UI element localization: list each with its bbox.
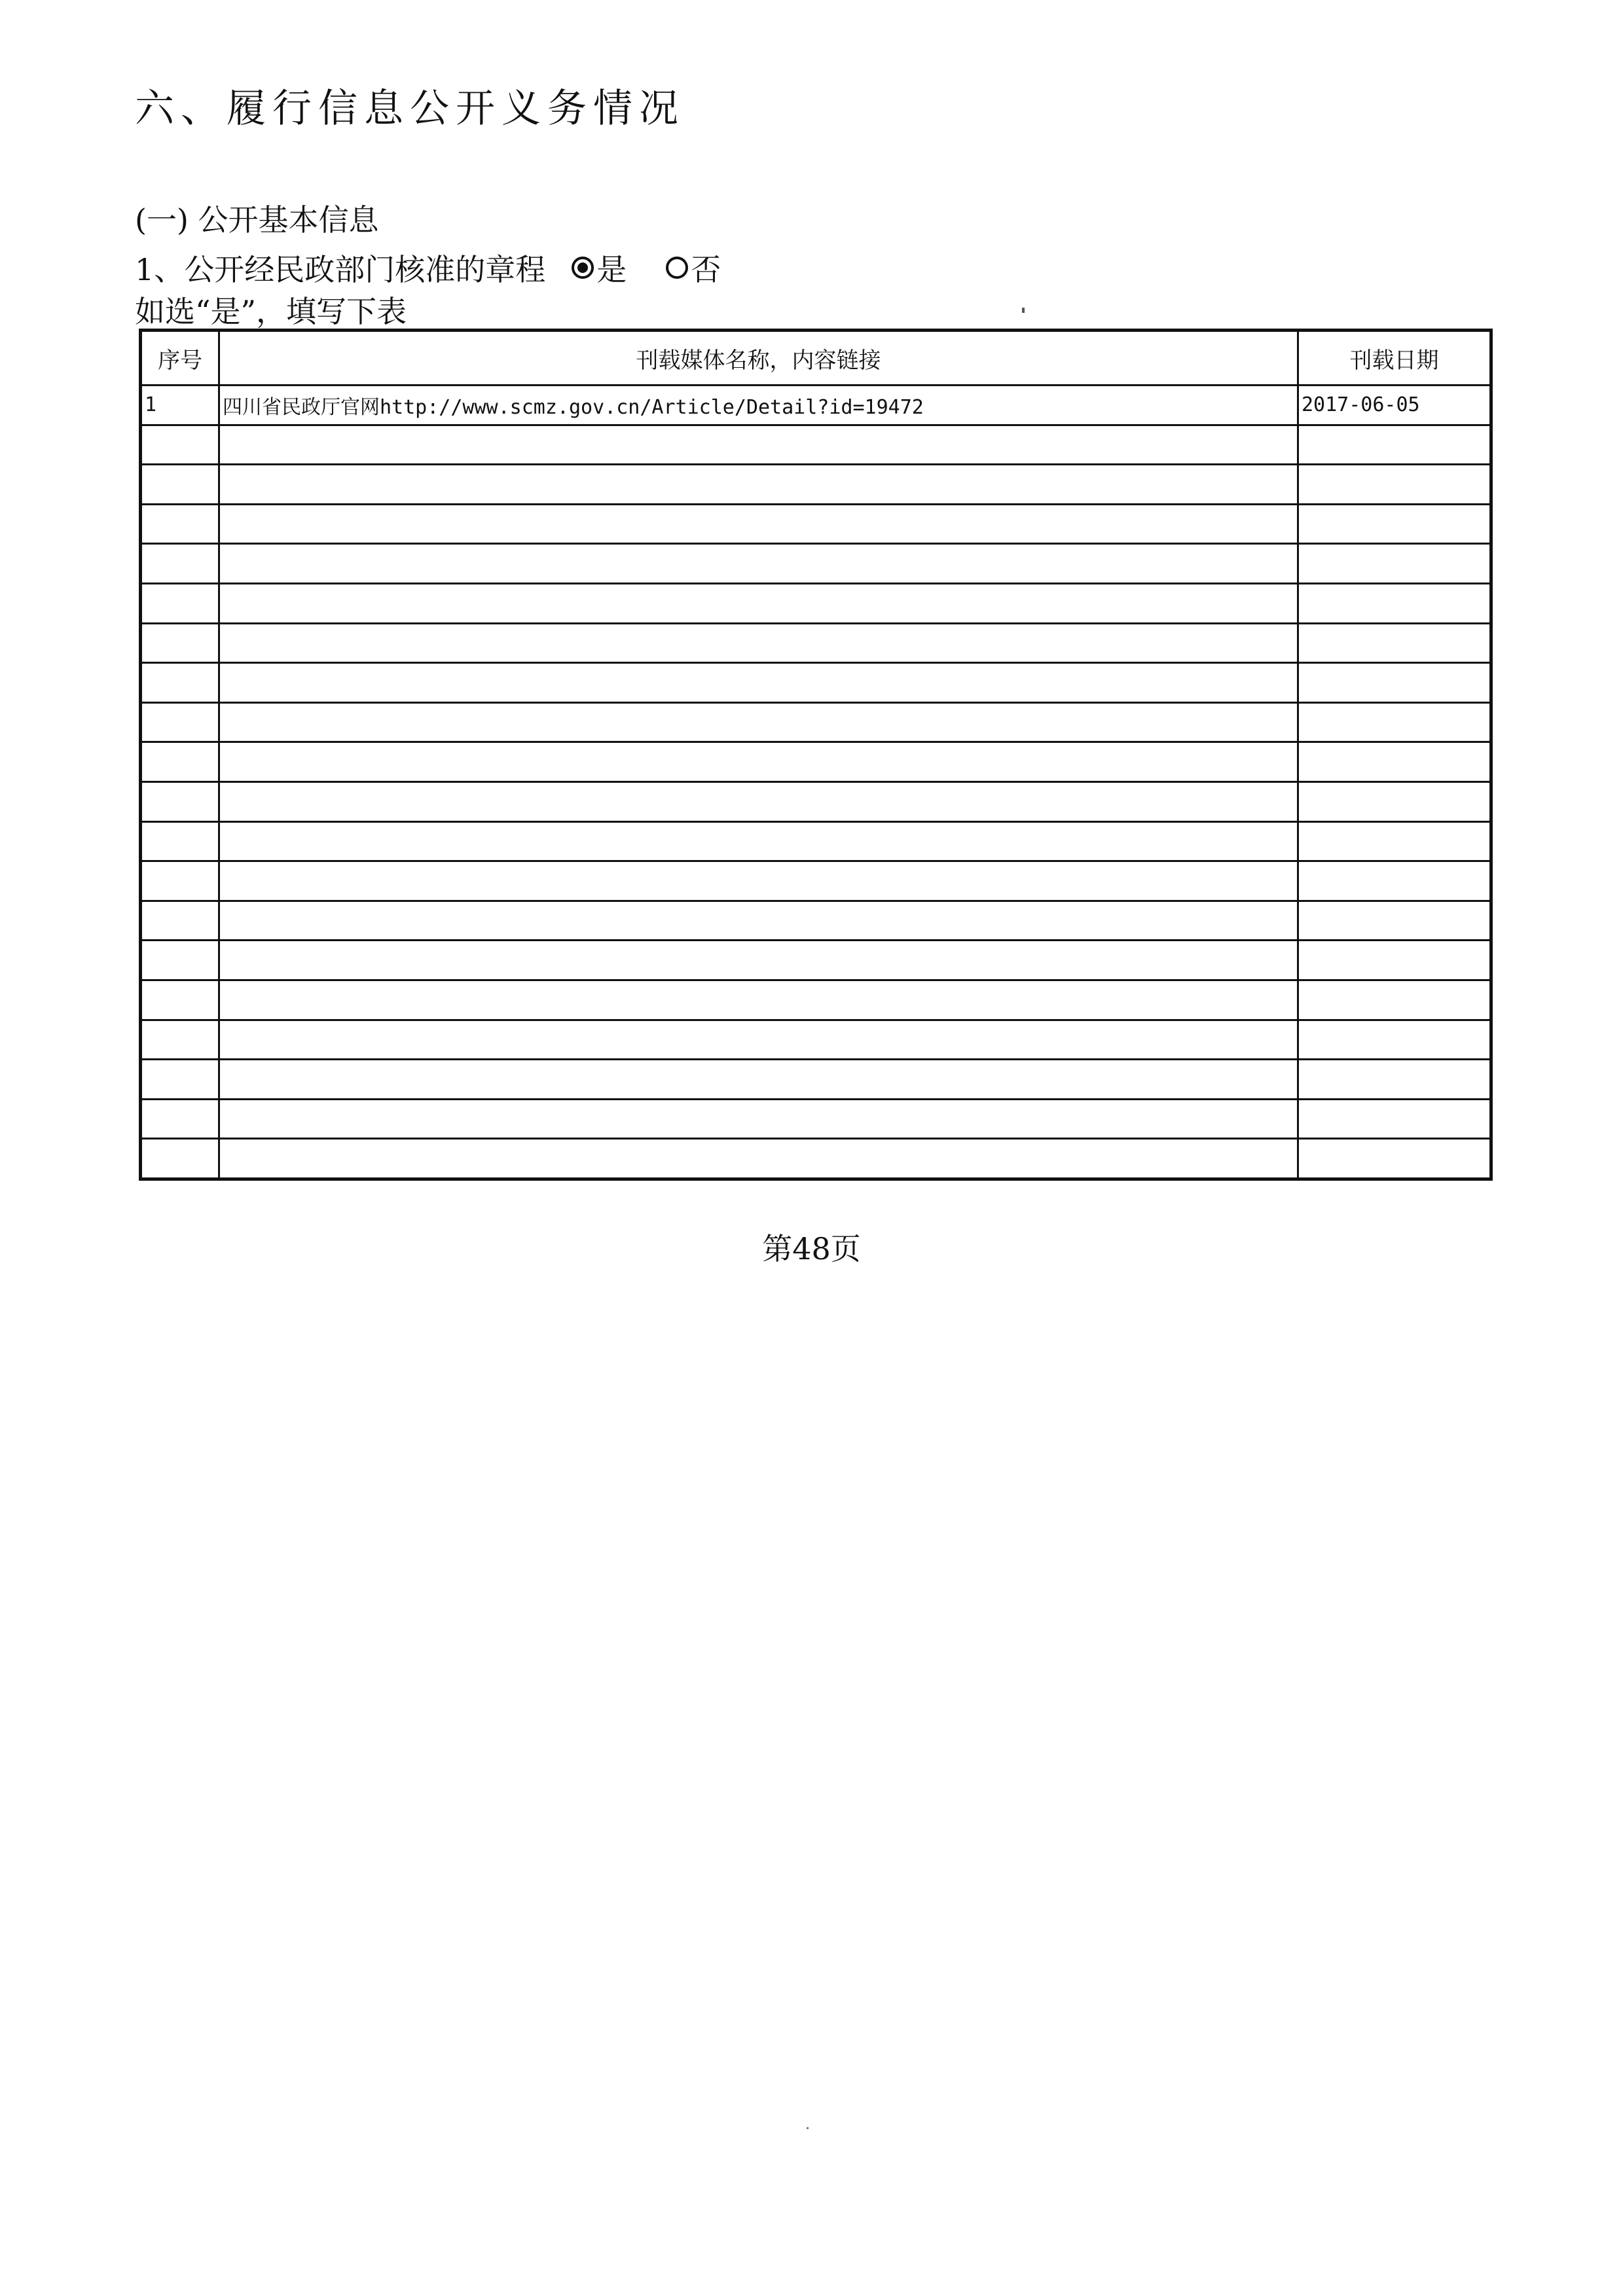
- cell-media-link: [219, 663, 1298, 703]
- cell-index: [141, 901, 219, 941]
- cell-index: [141, 742, 219, 782]
- page-number: 第48页: [762, 1231, 861, 1266]
- cell-date: [1298, 465, 1491, 505]
- cell-media-link: [219, 1020, 1298, 1060]
- fill-instruction: 如选“是”，填写下表: [135, 294, 407, 329]
- cell-index: [141, 941, 219, 980]
- option-yes[interactable]: [572, 246, 627, 289]
- cell-index: [141, 702, 219, 742]
- cell-media-link: [219, 1060, 1298, 1100]
- header-date: 刊载日期: [1298, 331, 1491, 386]
- cell-date: [1298, 702, 1491, 742]
- cell-index: [141, 425, 219, 465]
- cell-media-link: [219, 941, 1298, 980]
- table-row: [141, 1099, 1491, 1139]
- cell-date: 2017-06-05: [1298, 386, 1491, 425]
- subsection-title: (一) 公开基本信息: [135, 202, 379, 238]
- header-media-link: 刊载媒体名称，内容链接: [219, 331, 1298, 386]
- table-row: [141, 623, 1491, 663]
- table-row: [141, 504, 1491, 544]
- cell-media-link: [219, 901, 1298, 941]
- cell-index: 1: [141, 386, 219, 425]
- cell-media-link: [219, 1099, 1298, 1139]
- cell-media-link: [219, 781, 1298, 821]
- cell-index: [141, 1060, 219, 1100]
- scan-speck: [807, 2127, 809, 2129]
- table-row: [141, 663, 1491, 703]
- cell-index: [141, 861, 219, 901]
- table-row: [141, 742, 1491, 782]
- cell-media-link: [219, 821, 1298, 861]
- table-row: [141, 901, 1491, 941]
- cell-index: [141, 583, 219, 623]
- cell-media-link: [219, 1139, 1298, 1179]
- cell-index: [141, 544, 219, 584]
- cell-media-link: [219, 702, 1298, 742]
- table-row: [141, 941, 1491, 980]
- radio-checked-icon[interactable]: [572, 257, 594, 279]
- cell-date: [1298, 742, 1491, 782]
- table-row: [141, 1020, 1491, 1060]
- table-row: [141, 781, 1491, 821]
- cell-index: [141, 504, 219, 544]
- cell-media-link: [219, 465, 1298, 505]
- scan-speck: [1022, 308, 1025, 313]
- cell-index: [141, 663, 219, 703]
- cell-index: [141, 1099, 219, 1139]
- cell-index: [141, 623, 219, 663]
- table-row: [141, 583, 1491, 623]
- cell-date: [1298, 901, 1491, 941]
- cell-date: [1298, 861, 1491, 901]
- cell-media-link: [219, 980, 1298, 1020]
- cell-date: [1298, 821, 1491, 861]
- header-index: 序号: [141, 331, 219, 386]
- cell-media-link: 四川省民政厅官网http://www.scmz.gov.cn/Article/Detail?id=19472: [219, 386, 1298, 425]
- cell-date: [1298, 623, 1491, 663]
- cell-date: [1298, 941, 1491, 980]
- cell-media-link: [219, 544, 1298, 584]
- option-no-label: 否: [691, 252, 721, 287]
- cell-index: [141, 1020, 219, 1060]
- cell-media-link: [219, 861, 1298, 901]
- cell-date: [1298, 544, 1491, 584]
- option-no[interactable]: [666, 246, 721, 289]
- cell-date: [1298, 1020, 1491, 1060]
- table-row: [141, 821, 1491, 861]
- cell-index: [141, 821, 219, 861]
- cell-date: [1298, 425, 1491, 465]
- cell-date: [1298, 663, 1491, 703]
- cell-index: [141, 781, 219, 821]
- section-title: 六、履行信息公开义务情况: [135, 86, 685, 132]
- table-header-row: [141, 331, 1491, 386]
- cell-index: [141, 465, 219, 505]
- cell-date: [1298, 980, 1491, 1020]
- option-yes-label: 是: [596, 252, 627, 287]
- cell-media-link: [219, 742, 1298, 782]
- cell-date: [1298, 781, 1491, 821]
- table-row: [141, 544, 1491, 584]
- charter-question: [135, 246, 721, 289]
- cell-date: [1298, 1060, 1491, 1100]
- cell-media-link: [219, 623, 1298, 663]
- table-row: [141, 861, 1491, 901]
- cell-date: [1298, 583, 1491, 623]
- cell-index: [141, 1139, 219, 1179]
- cell-date: [1298, 1099, 1491, 1139]
- radio-unchecked-icon[interactable]: [666, 257, 688, 279]
- table-row: [141, 465, 1491, 505]
- cell-date: [1298, 504, 1491, 544]
- cell-media-link: [219, 425, 1298, 465]
- table-row: [141, 1139, 1491, 1179]
- question-text: 1、公开经民政部门核准的章程: [135, 252, 546, 287]
- cell-media-link: [219, 504, 1298, 544]
- cell-media-link: [219, 583, 1298, 623]
- publication-table: [139, 329, 1493, 1181]
- table-row: [141, 980, 1491, 1020]
- table-row: [141, 386, 1491, 425]
- table-row: [141, 425, 1491, 465]
- cell-index: [141, 980, 219, 1020]
- table-row: [141, 1060, 1491, 1100]
- cell-date: [1298, 1139, 1491, 1179]
- table-row: [141, 702, 1491, 742]
